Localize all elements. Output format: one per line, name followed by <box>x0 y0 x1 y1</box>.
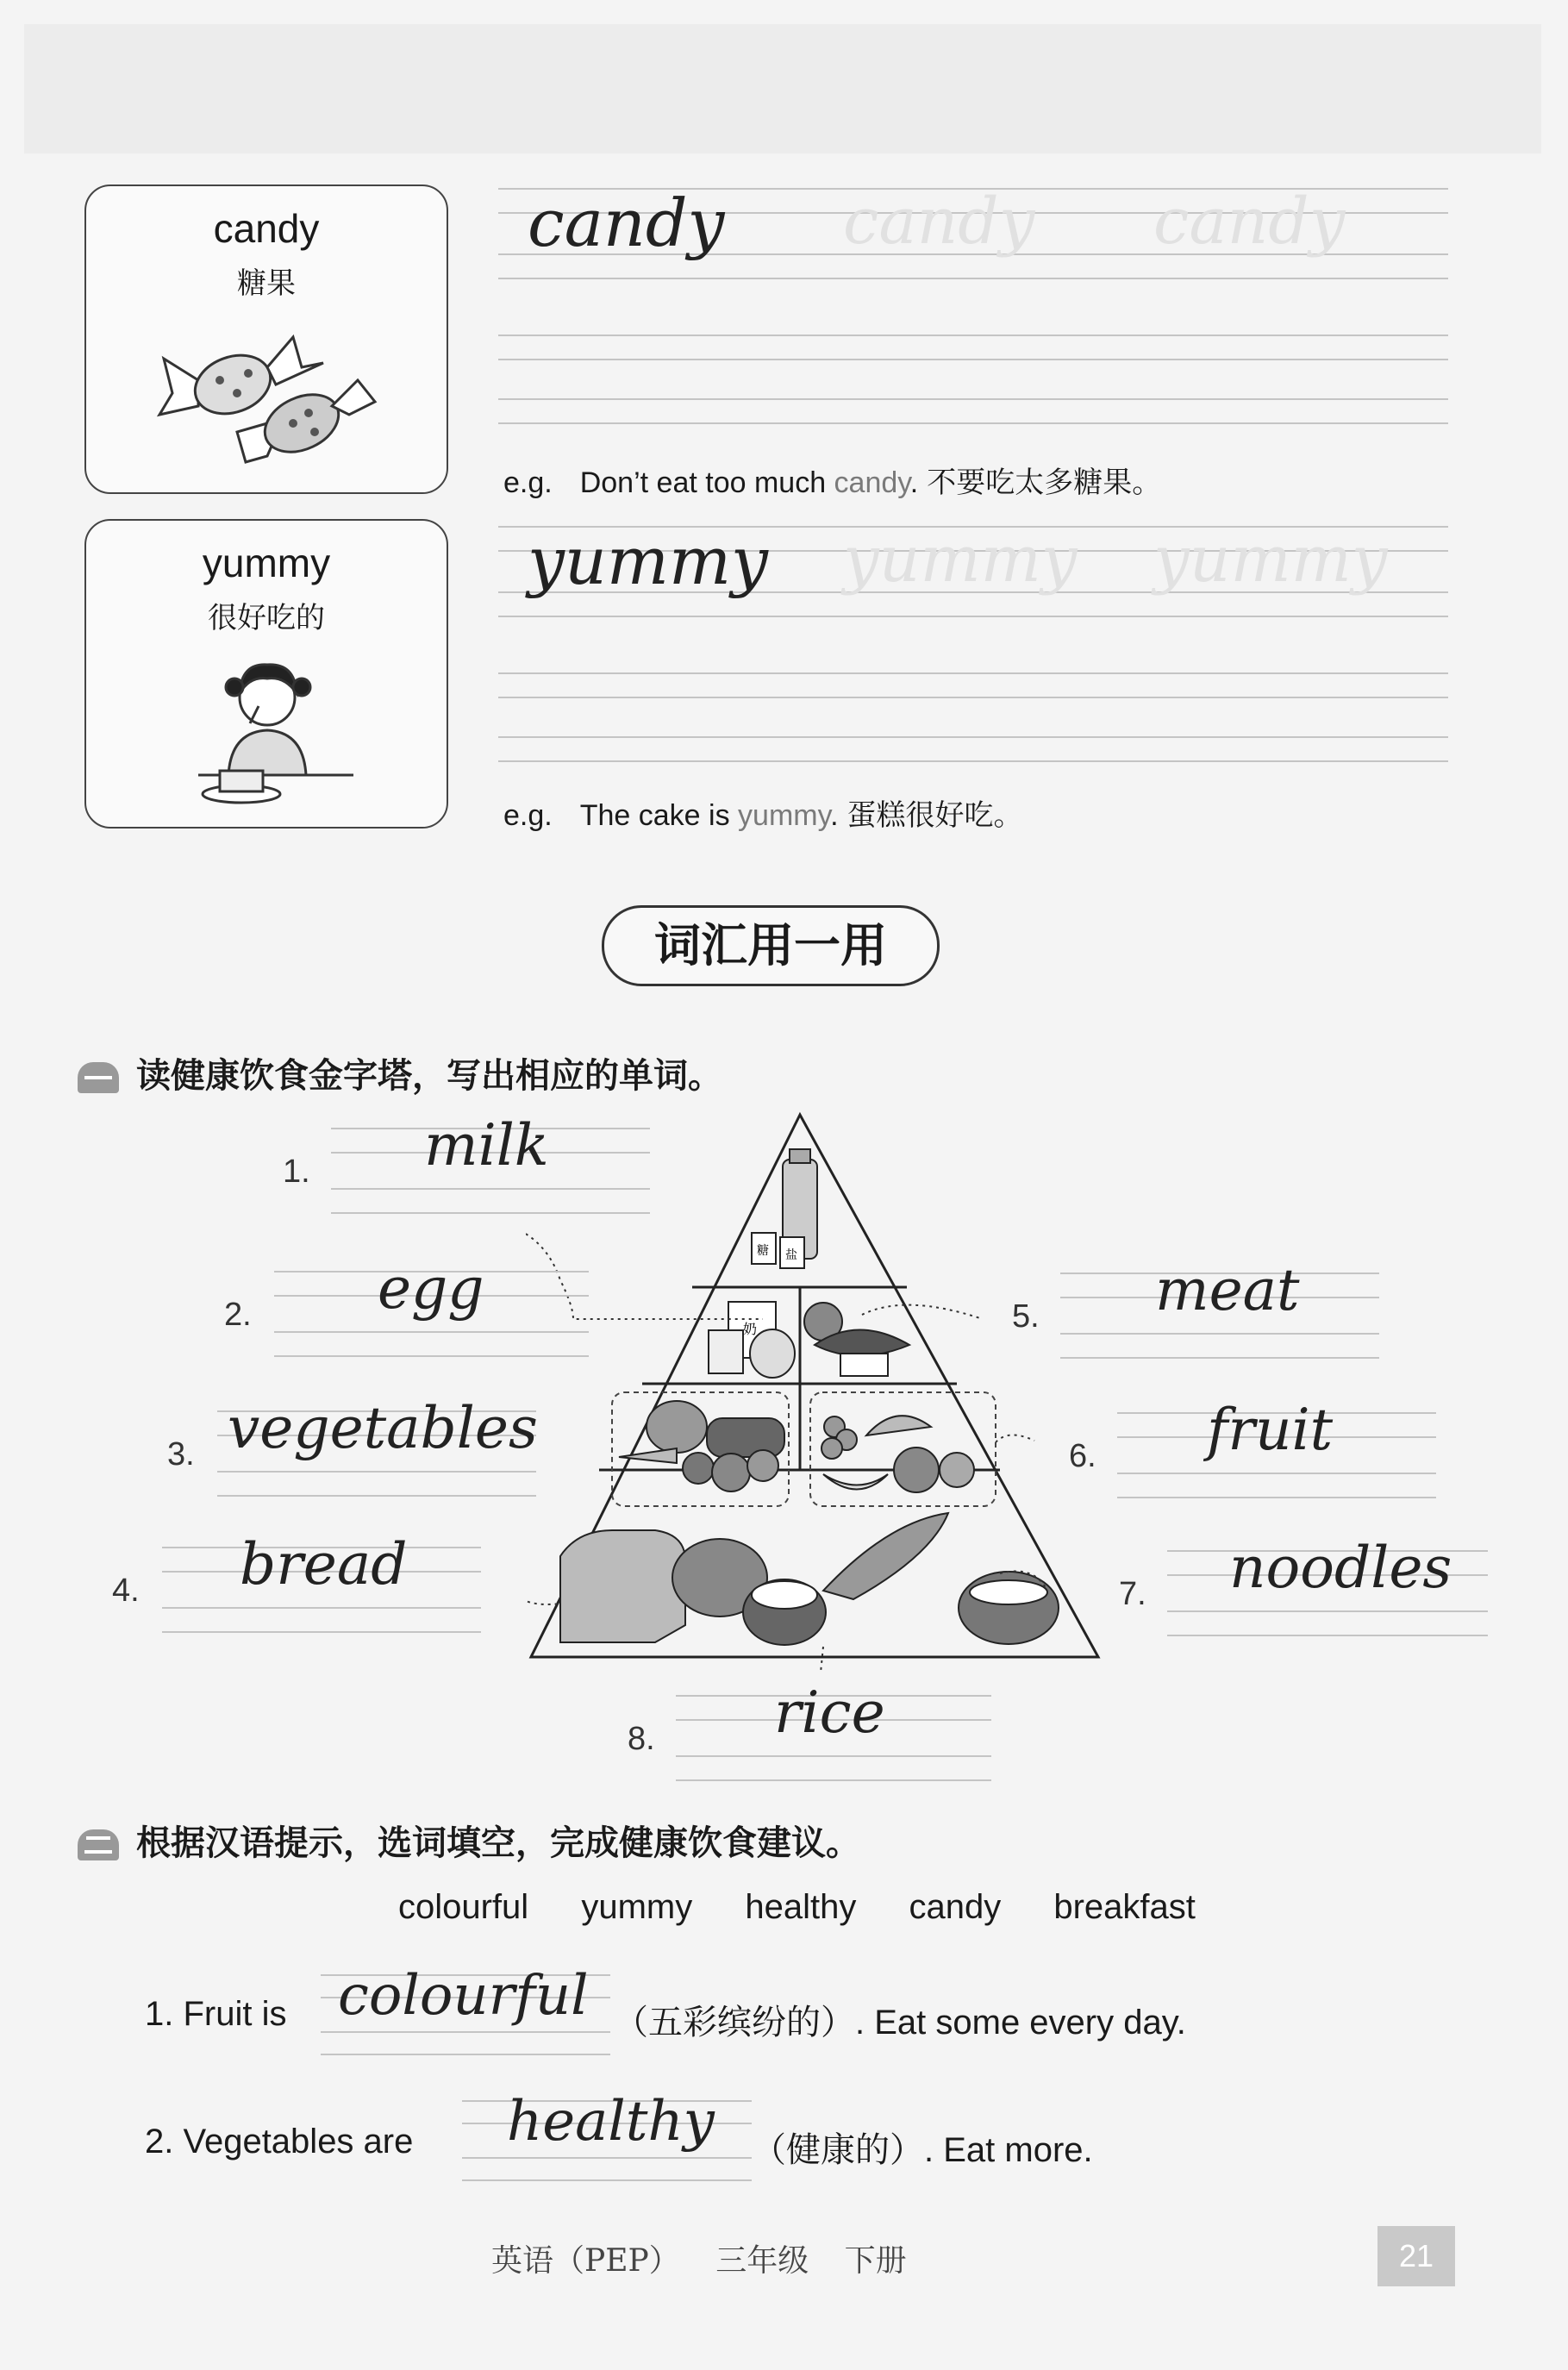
answer-word: meat <box>1155 1257 1300 1323</box>
sentence-number: 1. <box>145 1995 174 2033</box>
number-one-badge <box>78 1062 119 1093</box>
exercise-1-heading <box>78 1048 722 1097</box>
trace-word: candy <box>1153 184 1346 259</box>
answer-number: 4. <box>112 1573 140 1609</box>
candy-illustration <box>138 311 397 484</box>
footer-subject: 英语（PEP） <box>491 2243 680 2279</box>
example-highlight: candy <box>834 466 910 499</box>
exercise-1-instruction: 读健康饮食金字塔，写出相应的单词。 <box>136 1056 722 1096</box>
answer-number: 5. <box>1012 1298 1040 1335</box>
word-bank-item: healthy <box>745 1888 857 1926</box>
sentence-1-answer: colourful <box>338 1964 589 2028</box>
girl-eating-illustration <box>138 646 397 818</box>
sentence-2-rest <box>752 2123 1093 2172</box>
footer-volume: 下册 <box>844 2243 907 2279</box>
answer-1 <box>278 1112 648 1216</box>
sentence-2-answer: healthy <box>507 2090 715 2154</box>
example-text: Don’t eat too much <box>579 466 834 499</box>
card-meaning: 糖果 <box>237 266 296 301</box>
section-title: 词汇用一用 <box>602 905 940 986</box>
writing-lines-candy <box>498 184 1448 429</box>
example-punct: . <box>830 799 839 832</box>
example-sentence <box>503 459 1161 501</box>
answer-number: 6. <box>1069 1438 1096 1474</box>
card-meaning: 很好吃的 <box>208 601 325 635</box>
word-bank-item: candy <box>909 1888 1002 1926</box>
sentence-1-rest <box>614 1995 1186 2044</box>
sentence-2 <box>145 2123 413 2161</box>
example-punct: . <box>909 466 919 499</box>
sentence-after: . Eat more. <box>924 2131 1093 2169</box>
answer-number: 7. <box>1119 1576 1146 1612</box>
sentence-hint: （五彩缤纷的） <box>614 2003 855 2042</box>
answer-word: milk <box>424 1112 549 1179</box>
page-header-band <box>24 24 1541 153</box>
answer-5 <box>1010 1257 1390 1362</box>
exercise-2-instruction: 根据汉语提示，选词填空，完成健康饮食建议。 <box>136 1823 860 1863</box>
answer-word: bread <box>240 1531 408 1598</box>
answer-word: noodles <box>1229 1535 1452 1601</box>
answer-word: fruit <box>1207 1397 1334 1463</box>
footer-grade: 三年级 <box>715 2243 809 2279</box>
word-bank-item: colourful <box>398 1888 529 1926</box>
vocab-card-candy <box>84 184 448 494</box>
writing-lines-yummy <box>498 522 1448 767</box>
example-label: e.g. <box>503 466 553 499</box>
card-word: candy <box>213 206 320 251</box>
word-bank-item: breakfast <box>1053 1888 1196 1926</box>
trace-word: yummy <box>1153 522 1388 597</box>
trace-word: yummy <box>843 522 1078 597</box>
answer-3 <box>166 1395 545 1498</box>
word-bank <box>398 1888 1230 1927</box>
page-footer <box>491 2236 907 2280</box>
answer-8 <box>628 1679 1007 1785</box>
milk-box-label: 奶 <box>743 1321 758 1337</box>
vocab-card-yummy <box>84 519 448 829</box>
answer-number: 2. <box>224 1297 252 1333</box>
answer-word: vegetables <box>228 1395 538 1461</box>
trace-word: candy <box>843 184 1035 259</box>
answer-number: 3. <box>167 1436 195 1473</box>
number-two-badge <box>78 1829 119 1860</box>
card-word: yummy <box>202 541 331 585</box>
page-number: 21 <box>1377 2226 1455 2286</box>
answer-number: 1. <box>283 1154 310 1190</box>
example-translation: 蛋糕很好吃。 <box>846 798 1023 833</box>
example-translation: 不要吃太多糖果。 <box>927 466 1162 500</box>
word-bank-item: yummy <box>581 1888 693 1926</box>
answer-word: rice <box>774 1679 885 1746</box>
sentence-before: Fruit is <box>183 1995 287 2033</box>
answer-number: 8. <box>628 1721 655 1757</box>
sugar-label: 糖 <box>757 1244 769 1258</box>
example-highlight: yummy <box>738 799 831 832</box>
answer-7 <box>1117 1535 1496 1638</box>
answer-4 <box>110 1531 490 1635</box>
practice-word: yummy <box>528 522 768 599</box>
exercise-2-heading <box>78 1816 860 1865</box>
practice-word: candy <box>528 184 725 261</box>
answer-word: egg <box>378 1255 484 1322</box>
example-sentence <box>503 791 1023 834</box>
sentence-number: 2. <box>145 2123 174 2161</box>
answer-6 <box>1067 1397 1446 1500</box>
sentence-hint: （健康的） <box>752 2130 924 2170</box>
answer-2 <box>222 1255 593 1360</box>
example-text: The cake is <box>579 799 739 832</box>
sentence-before: Vegetables are <box>183 2123 414 2161</box>
sentence-1 <box>145 1995 286 2034</box>
sentence-after: . Eat some every day. <box>855 2004 1186 2042</box>
salt-label: 盐 <box>785 1248 797 1262</box>
example-label: e.g. <box>503 799 553 832</box>
